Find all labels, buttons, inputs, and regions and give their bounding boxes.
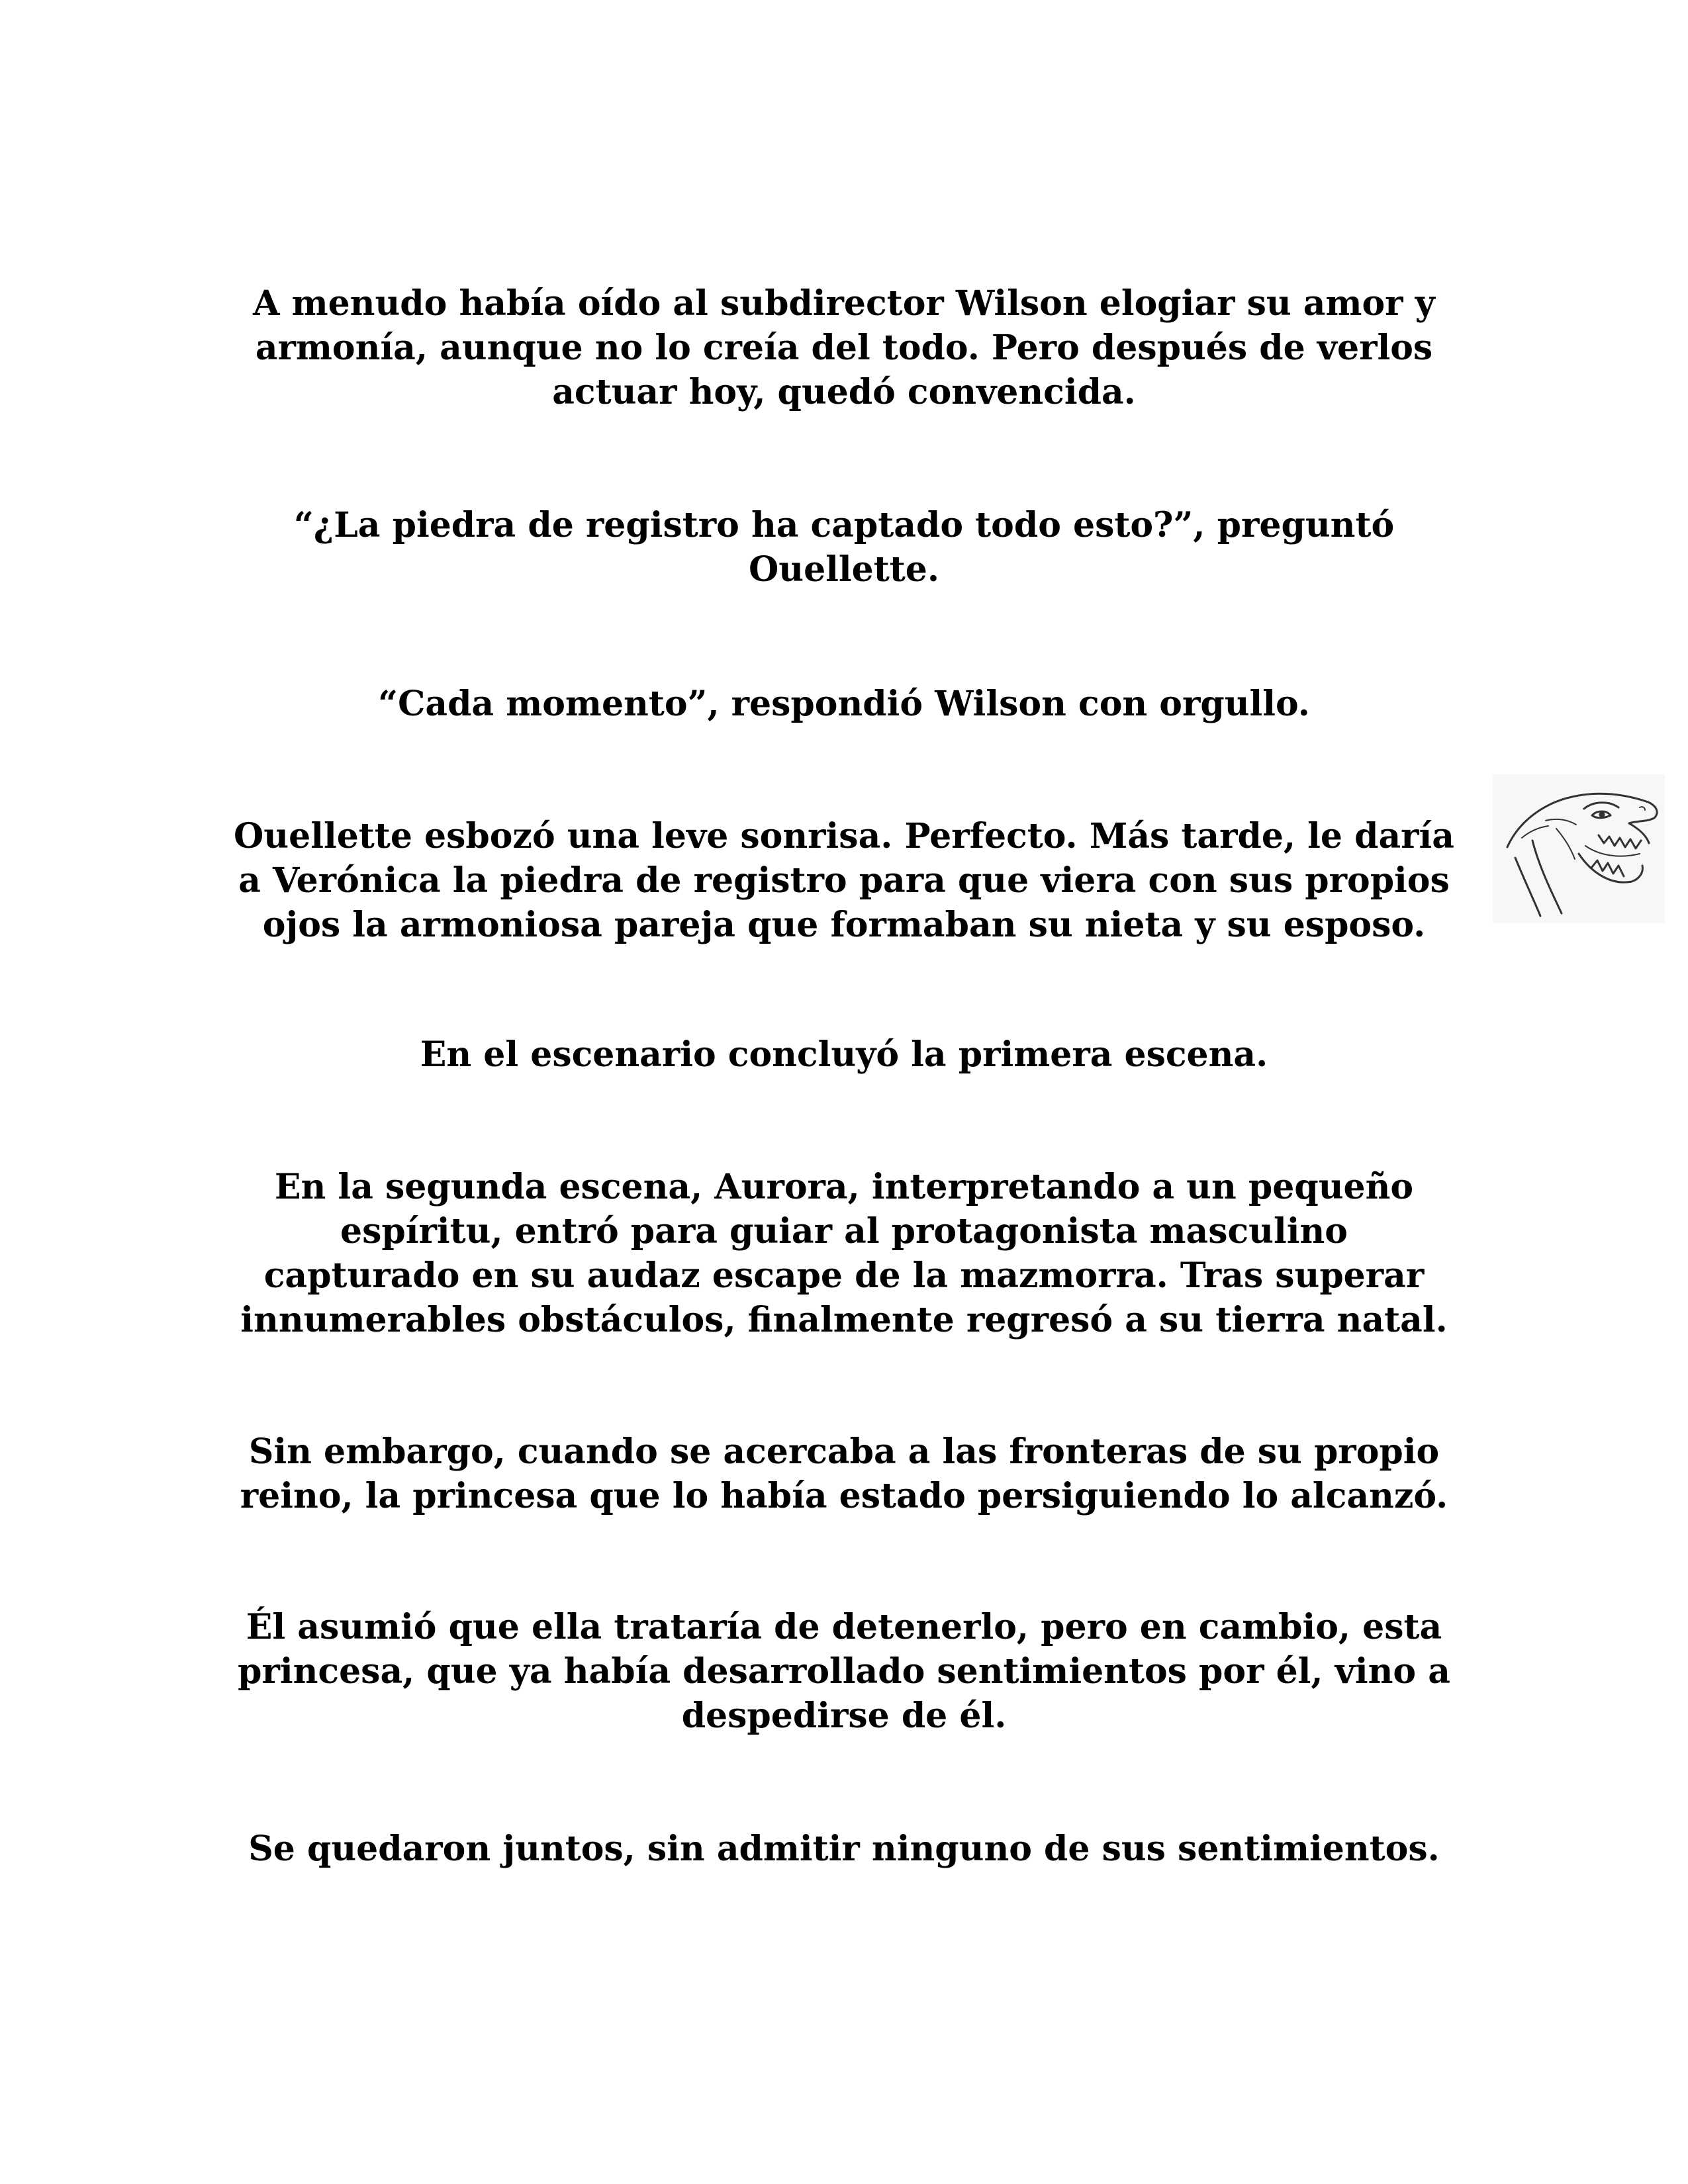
paragraph-3	[218, 682, 1470, 726]
paragraph-line: armonía, aunque no lo creía del todo. Pero después de verlos	[255, 328, 1433, 368]
paragraph-line: a Verónica la piedra de registro para que viera con sus propios	[238, 860, 1450, 901]
dinosaur-head-sketch-icon	[1493, 774, 1665, 923]
paragraph-line: innumerables obstáculos, finalmente regresó a su tierra natal.	[240, 1300, 1448, 1340]
paragraph-line: princesa, que ya había desarrollado sentimientos por él, vino a	[238, 1651, 1450, 1692]
paragraph-2	[218, 503, 1470, 592]
paragraph-line: Ouellette.	[748, 549, 939, 590]
paragraph-8	[218, 1605, 1470, 1738]
paragraph-line: En la segunda escena, Aurora, interpretando a un pequeño	[274, 1167, 1414, 1207]
paragraph-line: capturado en su audaz escape de la mazmorra. Tras superar	[263, 1255, 1425, 1296]
paragraph-5	[218, 1032, 1470, 1077]
paragraph-line: A menudo había oído al subdirector Wilson elogiar su amor y	[253, 283, 1435, 324]
paragraph-line: “¿La piedra de registro ha captado todo esto?”, preguntó	[293, 505, 1395, 545]
paragraph-6	[218, 1165, 1470, 1342]
paragraph-line: “Cada momento”, respondió Wilson con orgullo.	[378, 684, 1310, 724]
paragraph-line: actuar hoy, quedó convencida.	[552, 372, 1136, 412]
paragraph-1	[218, 281, 1470, 414]
paragraph-9	[218, 1827, 1470, 1871]
paragraph-line: Ouellette esbozó una leve sonrisa. Perfecto. Más tarde, le daría	[234, 816, 1454, 856]
paragraph-line: En el escenario concluyó la primera escena.	[420, 1034, 1268, 1075]
paragraph-line: Sin embargo, cuando se acercaba a las fronteras de su propio	[248, 1432, 1440, 1472]
paragraph-line: reino, la princesa que lo había estado persiguiendo lo alcanzó.	[240, 1476, 1448, 1516]
paragraph-line: Se quedaron juntos, sin admitir ninguno de sus sentimientos.	[248, 1829, 1440, 1869]
paragraph-line: espíritu, entró para guiar al protagonista masculino	[340, 1211, 1348, 1251]
paragraph-4	[218, 814, 1470, 947]
paragraph-7	[218, 1430, 1470, 1518]
paragraph-line: Él asumió que ella trataría de detenerlo, pero en cambio, esta	[246, 1607, 1442, 1647]
paragraph-line: ojos la armoniosa pareja que formaban su nieta y su esposo.	[262, 905, 1426, 945]
paragraph-line: despedirse de él.	[681, 1696, 1007, 1736]
